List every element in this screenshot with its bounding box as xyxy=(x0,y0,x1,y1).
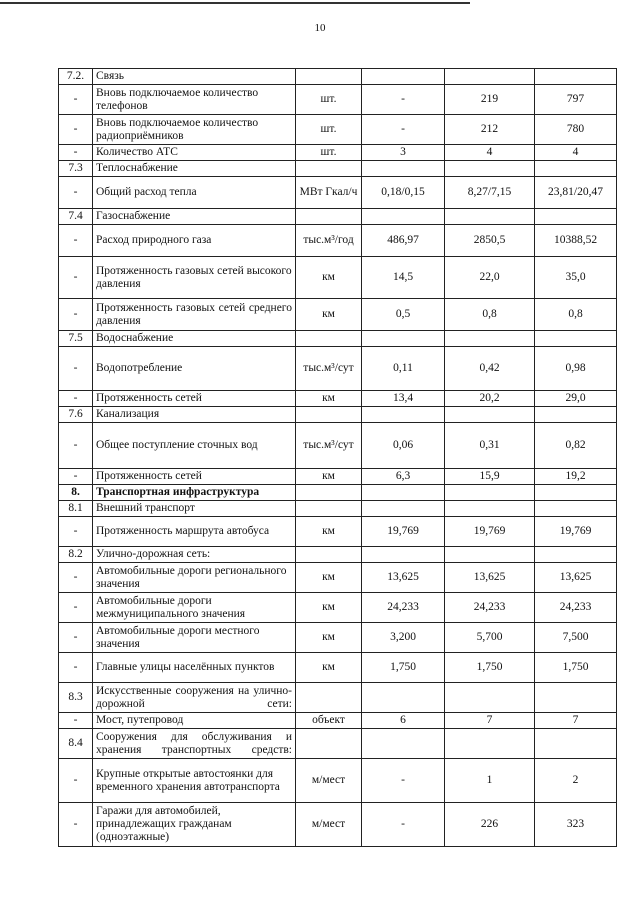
row-number-cell: 7.4 xyxy=(59,209,93,225)
row-number-cell: 7.6 xyxy=(59,407,93,423)
value-first-stage-cell: 4 xyxy=(445,145,535,161)
indicator-name-cell: Теплоснабжение xyxy=(93,161,296,177)
row-number-cell: - xyxy=(59,257,93,299)
unit-cell: км xyxy=(296,623,362,653)
row-number-cell: - xyxy=(59,423,93,469)
value-estimated-cell xyxy=(535,209,617,225)
value-estimated-cell: 7 xyxy=(535,713,617,729)
indicator-name-cell: Гаражи для автомобилей, принадлежащих гражданам (одноэтажные) xyxy=(93,803,296,847)
row-number-cell: 8. xyxy=(59,485,93,501)
indicator-name-cell: Газоснабжение xyxy=(93,209,296,225)
unit-cell xyxy=(296,729,362,759)
value-first-stage-cell: 22,0 xyxy=(445,257,535,299)
value-estimated-cell xyxy=(535,407,617,423)
indicator-name-cell: Вновь подключаемое количество радиоприёмников xyxy=(93,115,296,145)
table-row xyxy=(59,177,617,209)
row-number-cell: - xyxy=(59,803,93,847)
value-first-stage-cell: 15,9 xyxy=(445,469,535,485)
value-estimated-cell xyxy=(535,501,617,517)
table-row xyxy=(59,623,617,653)
value-initial-cell: 486,97 xyxy=(362,225,445,257)
value-estimated-cell: 1,750 xyxy=(535,653,617,683)
value-initial-cell: 13,625 xyxy=(362,563,445,593)
value-estimated-cell xyxy=(535,729,617,759)
table-row xyxy=(59,713,617,729)
value-first-stage-cell: 226 xyxy=(445,803,535,847)
value-initial-cell: 19,769 xyxy=(362,517,445,547)
unit-cell: м/мест xyxy=(296,759,362,803)
value-initial-cell xyxy=(362,485,445,501)
unit-cell: шт. xyxy=(296,85,362,115)
table-row xyxy=(59,803,617,847)
value-first-stage-cell: 219 xyxy=(445,85,535,115)
table-row xyxy=(59,257,617,299)
value-first-stage-cell xyxy=(445,331,535,347)
indicator-name-cell: Крупные открытые автостоянки для временного хранения автотранспорта xyxy=(93,759,296,803)
row-number-cell: - xyxy=(59,225,93,257)
unit-cell xyxy=(296,209,362,225)
row-number-cell: - xyxy=(59,623,93,653)
row-number-cell: - xyxy=(59,593,93,623)
indicator-name-cell: Протяженность газовых сетей высокого давления xyxy=(93,257,296,299)
indicator-name-cell: Расход природного газа xyxy=(93,225,296,257)
value-initial-cell: - xyxy=(362,803,445,847)
value-initial-cell xyxy=(362,547,445,563)
row-number-cell: - xyxy=(59,391,93,407)
value-first-stage-cell: 0,31 xyxy=(445,423,535,469)
unit-cell xyxy=(296,69,362,85)
value-first-stage-cell xyxy=(445,547,535,563)
unit-cell xyxy=(296,683,362,713)
value-first-stage-cell xyxy=(445,209,535,225)
table-row xyxy=(59,115,617,145)
table-row xyxy=(59,69,617,85)
row-number-cell: - xyxy=(59,347,93,391)
value-estimated-cell: 13,625 xyxy=(535,563,617,593)
value-first-stage-cell xyxy=(445,729,535,759)
indicator-name-cell: Автомобильные дороги регионального значения xyxy=(93,563,296,593)
row-number-cell: 8.3 xyxy=(59,683,93,713)
table-row xyxy=(59,407,617,423)
indicator-name-cell: Протяженность сетей xyxy=(93,469,296,485)
indicator-name-cell: Мост, путепровод xyxy=(93,713,296,729)
indicator-name-cell: Общий расход тепла xyxy=(93,177,296,209)
value-initial-cell: 3 xyxy=(362,145,445,161)
row-number-cell: - xyxy=(59,145,93,161)
value-estimated-cell xyxy=(535,69,617,85)
value-initial-cell: 1,750 xyxy=(362,653,445,683)
value-first-stage-cell xyxy=(445,485,535,501)
indicator-name-cell: Канализация xyxy=(93,407,296,423)
row-number-cell: - xyxy=(59,177,93,209)
row-number-cell: - xyxy=(59,653,93,683)
indicator-table xyxy=(58,68,617,847)
value-first-stage-cell: 20,2 xyxy=(445,391,535,407)
value-initial-cell xyxy=(362,209,445,225)
table-row xyxy=(59,563,617,593)
unit-cell: тыс.м³/сут xyxy=(296,423,362,469)
table-row xyxy=(59,145,617,161)
value-initial-cell xyxy=(362,331,445,347)
value-initial-cell: 3,200 xyxy=(362,623,445,653)
value-estimated-cell xyxy=(535,331,617,347)
value-initial-cell: - xyxy=(362,85,445,115)
value-first-stage-cell: 0,42 xyxy=(445,347,535,391)
value-first-stage-cell: 13,625 xyxy=(445,563,535,593)
row-number-cell: - xyxy=(59,517,93,547)
value-estimated-cell: 24,233 xyxy=(535,593,617,623)
value-first-stage-cell xyxy=(445,407,535,423)
indicator-name-cell: Автомобильные дороги местного значения xyxy=(93,623,296,653)
value-estimated-cell xyxy=(535,547,617,563)
value-first-stage-cell: 7 xyxy=(445,713,535,729)
table-row xyxy=(59,347,617,391)
indicator-name-cell: Вновь подключаемое количество телефонов xyxy=(93,85,296,115)
page-number: 10 xyxy=(314,22,326,34)
table-row xyxy=(59,593,617,623)
indicator-name-cell: Искусственные сооружения на улично-дорожной сети: xyxy=(93,683,296,713)
table-row xyxy=(59,299,617,331)
value-initial-cell xyxy=(362,407,445,423)
unit-cell: км xyxy=(296,299,362,331)
value-first-stage-cell xyxy=(445,501,535,517)
unit-cell: шт. xyxy=(296,145,362,161)
value-initial-cell: 24,233 xyxy=(362,593,445,623)
value-first-stage-cell: 1 xyxy=(445,759,535,803)
value-initial-cell: 13,4 xyxy=(362,391,445,407)
value-estimated-cell: 2 xyxy=(535,759,617,803)
row-number-cell: - xyxy=(59,85,93,115)
indicator-name-cell: Связь xyxy=(93,69,296,85)
unit-cell: км xyxy=(296,469,362,485)
row-number-cell: - xyxy=(59,469,93,485)
value-initial-cell xyxy=(362,501,445,517)
indicator-name-cell: Общее поступление сточных вод xyxy=(93,423,296,469)
table-row xyxy=(59,331,617,347)
value-initial-cell: 14,5 xyxy=(362,257,445,299)
indicator-name-cell: Протяженность сетей xyxy=(93,391,296,407)
value-initial-cell xyxy=(362,69,445,85)
value-initial-cell: - xyxy=(362,115,445,145)
unit-cell: тыс.м³/сут xyxy=(296,347,362,391)
value-estimated-cell: 0,82 xyxy=(535,423,617,469)
indicator-name-cell: Транспортная инфраструктура xyxy=(93,485,296,501)
value-estimated-cell xyxy=(535,161,617,177)
unit-cell: км xyxy=(296,391,362,407)
table-row xyxy=(59,225,617,257)
value-estimated-cell: 0,98 xyxy=(535,347,617,391)
value-initial-cell xyxy=(362,729,445,759)
value-estimated-cell: 29,0 xyxy=(535,391,617,407)
unit-cell xyxy=(296,501,362,517)
unit-cell: км xyxy=(296,653,362,683)
value-estimated-cell xyxy=(535,485,617,501)
value-first-stage-cell: 2850,5 xyxy=(445,225,535,257)
value-estimated-cell: 23,81/20,47 xyxy=(535,177,617,209)
value-estimated-cell: 35,0 xyxy=(535,257,617,299)
value-first-stage-cell xyxy=(445,683,535,713)
table-row xyxy=(59,485,617,501)
value-first-stage-cell: 1,750 xyxy=(445,653,535,683)
value-estimated-cell: 10388,52 xyxy=(535,225,617,257)
value-estimated-cell: 4 xyxy=(535,145,617,161)
value-estimated-cell: 19,769 xyxy=(535,517,617,547)
indicator-name-cell: Главные улицы населённых пунктов xyxy=(93,653,296,683)
value-initial-cell: 0,11 xyxy=(362,347,445,391)
unit-cell: км xyxy=(296,257,362,299)
unit-cell xyxy=(296,547,362,563)
value-estimated-cell: 7,500 xyxy=(535,623,617,653)
unit-cell: объект xyxy=(296,713,362,729)
unit-cell: шт. xyxy=(296,115,362,145)
indicator-name-cell: Улично-дорожная сеть: xyxy=(93,547,296,563)
value-first-stage-cell: 8,27/7,15 xyxy=(445,177,535,209)
value-initial-cell: 0,06 xyxy=(362,423,445,469)
table-row xyxy=(59,391,617,407)
value-initial-cell: - xyxy=(362,759,445,803)
top-rule xyxy=(0,2,470,4)
row-number-cell: - xyxy=(59,563,93,593)
indicator-name-cell: Автомобильные дороги межмуниципального значения xyxy=(93,593,296,623)
indicator-name-cell: Количество АТС xyxy=(93,145,296,161)
indicator-name-cell: Водопотребление xyxy=(93,347,296,391)
table-row xyxy=(59,423,617,469)
value-initial-cell: 6 xyxy=(362,713,445,729)
value-first-stage-cell: 0,8 xyxy=(445,299,535,331)
table-row xyxy=(59,759,617,803)
table-row xyxy=(59,729,617,759)
value-first-stage-cell xyxy=(445,161,535,177)
row-number-cell: 7.5 xyxy=(59,331,93,347)
table-row xyxy=(59,209,617,225)
unit-cell xyxy=(296,485,362,501)
unit-cell: км xyxy=(296,563,362,593)
table-row xyxy=(59,547,617,563)
table-row xyxy=(59,161,617,177)
indicator-name-cell: Внешний транспорт xyxy=(93,501,296,517)
row-number-cell: - xyxy=(59,759,93,803)
table-row xyxy=(59,683,617,713)
value-first-stage-cell: 212 xyxy=(445,115,535,145)
unit-cell: км xyxy=(296,593,362,623)
indicator-name-cell: Протяженность газовых сетей среднего давления xyxy=(93,299,296,331)
unit-cell: м/мест xyxy=(296,803,362,847)
value-first-stage-cell: 5,700 xyxy=(445,623,535,653)
unit-cell xyxy=(296,331,362,347)
row-number-cell: - xyxy=(59,713,93,729)
unit-cell: тыс.м³/год xyxy=(296,225,362,257)
value-estimated-cell: 797 xyxy=(535,85,617,115)
value-first-stage-cell: 19,769 xyxy=(445,517,535,547)
row-number-cell: 8.4 xyxy=(59,729,93,759)
value-first-stage-cell xyxy=(445,69,535,85)
unit-cell xyxy=(296,407,362,423)
table-row xyxy=(59,517,617,547)
row-number-cell: - xyxy=(59,115,93,145)
value-initial-cell xyxy=(362,683,445,713)
unit-cell: км xyxy=(296,517,362,547)
value-estimated-cell xyxy=(535,683,617,713)
table-row xyxy=(59,469,617,485)
value-estimated-cell: 780 xyxy=(535,115,617,145)
table-row xyxy=(59,85,617,115)
indicator-name-cell: Протяженность маршрута автобуса xyxy=(93,517,296,547)
unit-cell xyxy=(296,161,362,177)
value-initial-cell xyxy=(362,161,445,177)
row-number-cell: 7.2. xyxy=(59,69,93,85)
value-first-stage-cell: 24,233 xyxy=(445,593,535,623)
value-initial-cell: 6,3 xyxy=(362,469,445,485)
table-row xyxy=(59,501,617,517)
value-estimated-cell: 323 xyxy=(535,803,617,847)
value-estimated-cell: 19,2 xyxy=(535,469,617,485)
value-initial-cell: 0,18/0,15 xyxy=(362,177,445,209)
indicator-name-cell: Сооружения для обслуживания и хранения транспортных средств: xyxy=(93,729,296,759)
unit-cell: МВт Гкал/ч xyxy=(296,177,362,209)
value-initial-cell: 0,5 xyxy=(362,299,445,331)
value-estimated-cell: 0,8 xyxy=(535,299,617,331)
row-number-cell: - xyxy=(59,299,93,331)
row-number-cell: 7.3 xyxy=(59,161,93,177)
row-number-cell: 8.2 xyxy=(59,547,93,563)
row-number-cell: 8.1 xyxy=(59,501,93,517)
table-row xyxy=(59,653,617,683)
indicator-name-cell: Водоснабжение xyxy=(93,331,296,347)
